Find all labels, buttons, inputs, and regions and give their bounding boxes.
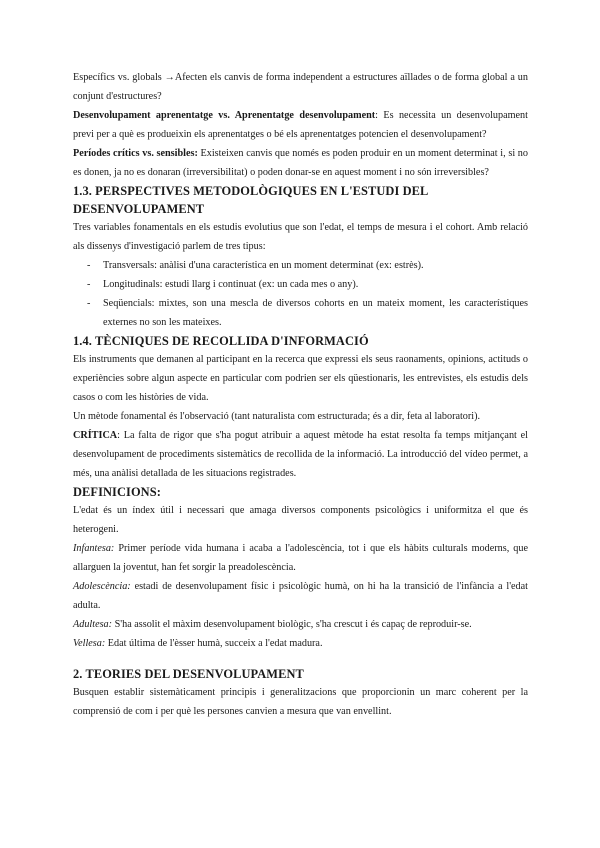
text-segment: Específics vs. globals →Afecten els canvis de forma independent a estructures aïllades o de forma global a un conjunt d'estructures?	[73, 72, 528, 102]
text-segment: estadi de desenvolupament físic i psicològic humà, on hi ha la transició de l'infància a l'edat adulta.	[73, 581, 528, 611]
section-heading-2: 2. TEORIES DEL DESENVOLUPAMENT	[73, 667, 304, 681]
list-item-text: Longitudinals: estudi llarg i continuat (ex: un cada mes o any).	[103, 279, 359, 290]
section-1-4-paragraph	[73, 407, 528, 426]
section-spacer	[73, 653, 528, 665]
text-segment: Períodes crítics vs. sensibles:	[73, 148, 198, 159]
text-segment: Vellesa:	[73, 638, 106, 649]
text-segment: Un mètode fonamental és l'observació (tant naturalista com estructurada; és a dir, feta al laboratori).	[73, 411, 481, 422]
dash-bullet-icon: -	[87, 298, 91, 309]
text-segment: Desenvolupament aprenentatge vs. Aprenentatge desenvolupament	[73, 110, 376, 121]
section-2-paragraph: Busquen establir sistemàticament principis i generalitzacions que proporcionin un marc coherent per la comprensió de com i per què les persones canvien a mesura que van envellint.	[73, 687, 528, 717]
section-heading-1-4: 1.4. TÈCNIQUES DE RECOLLIDA D'INFORMACIÓ	[73, 334, 369, 348]
intro-paragraph	[73, 144, 528, 182]
text-segment: Adultesa:	[73, 619, 113, 630]
text-segment: : Es necessita un desenvolupament previ per a què es produeixin els aprenentatges o bé els aprenentatges potencien el desenvolupament?	[73, 110, 528, 140]
intro-paragraph	[73, 106, 528, 144]
intro-paragraph	[73, 68, 528, 106]
dash-bullet-icon: -	[87, 260, 91, 271]
section-1-3-paragraph: Tres variables fonamentals en els estudis evolutius que son l'edat, el temps de mesura i el cohort. Amb relació als dissenys d'investigació parlem de tres tipus:	[73, 222, 528, 252]
intro-block	[73, 68, 528, 182]
text-segment: Infantesa:	[73, 543, 115, 554]
text-segment: L'edat és un índex útil i necessari que amaga diversos components psicològics i uniformitza el que és heterogeni.	[73, 505, 528, 535]
definition-item	[73, 634, 528, 653]
text-segment: CRÍTICA	[73, 430, 118, 441]
critique-paragraph	[73, 426, 528, 483]
list-item	[73, 256, 528, 275]
section-heading-1-3: 1.3. PERSPECTIVES METODOLÒGIQUES EN L'ESTUDI DEL DESENVOLUPAMENT	[73, 184, 428, 216]
text-segment: Existeixen canvis que només es poden produir en un moment determinat i, si no es donen, ja no es donaran (irreversibilitat) o poden donar-se en aquest moment i no són irreversibles?	[73, 148, 528, 178]
text-segment: S'ha assolit el màxim desenvolupament biològic, s'ha crescut i és capaç de reproduir-se.	[112, 619, 472, 630]
definitions-heading: DEFINICIONS:	[73, 485, 161, 499]
text-segment: Edat última de l'èsser humà, succeix a l'edat madura.	[105, 638, 323, 649]
list-item-text: Seqüencials: mixtes, son una mescla de diversos cohorts en un mateix moment, les característiques externes no son les mateixes.	[103, 298, 528, 328]
list-item-text: Transversals: anàlisi d'una característica en un moment determinat (ex: estrès).	[103, 260, 424, 271]
text-segment: Primer període vida humana i acaba a l'adolescència, tot i que els hàbits culturals moderns, que allarguen la joventut, han fet sorgir la preadolescència.	[73, 543, 528, 573]
document-page	[73, 68, 528, 721]
list-item	[73, 294, 528, 332]
definition-item	[73, 615, 528, 634]
text-segment: Adolescència:	[73, 581, 131, 592]
list-item	[73, 275, 528, 294]
definition-item	[73, 501, 528, 539]
definition-item	[73, 577, 528, 615]
design-types-list	[73, 256, 528, 332]
text-segment: : La falta de rigor que s'ha pogut atribuir a aquest mètode ha estat resolta fa temps mitjançant el desenvolupament de procediments sistemàtics de recollida de la informació. La introducció del vídeo permet, a més, una anàlisi detallada de les situacions registrades.	[73, 430, 528, 479]
section-1-4-paragraph	[73, 350, 528, 407]
text-segment: Els instruments que demanen al participant en la recerca que expressi els seus raonaments, opinions, actituds o experiències sobre algun aspecte en particular com podrien ser els qüestionaris, les entrevistes, els estudis dels casos o com les històries de vida.	[73, 354, 528, 403]
dash-bullet-icon: -	[87, 279, 91, 290]
definition-item	[73, 539, 528, 577]
